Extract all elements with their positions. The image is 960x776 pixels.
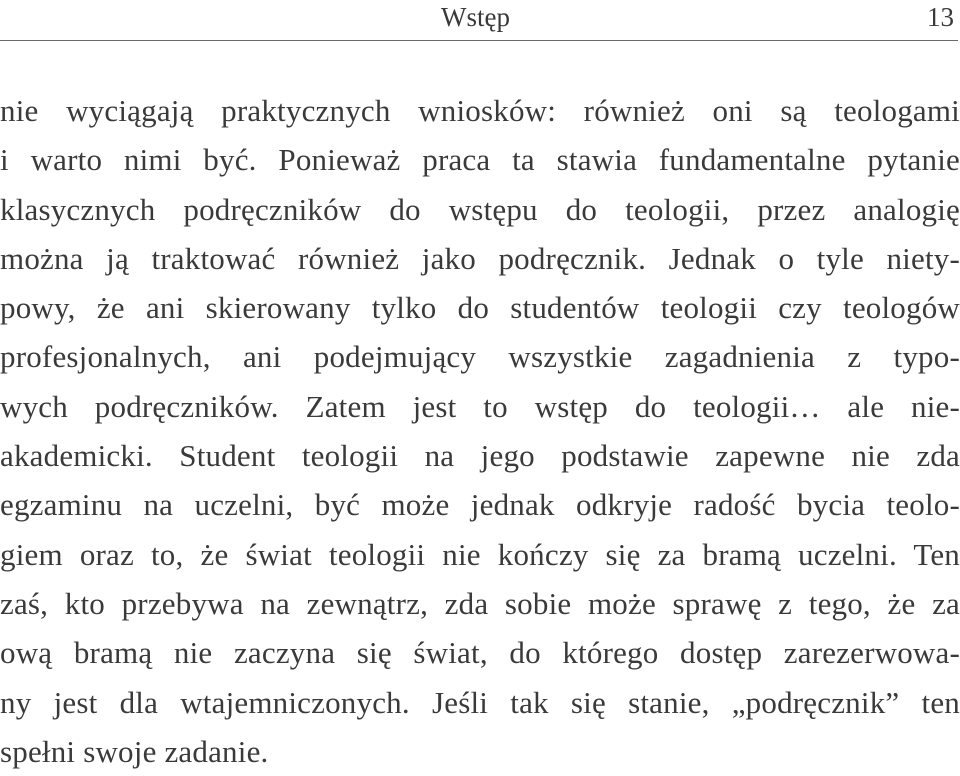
text-line: i warto nimi być. Ponieważ praca ta stawia fundamentalne pytanie [0, 142, 960, 178]
text-line: zaś, kto przebywa na zewnątrz, zda sobie może sprawę z tego, że za [0, 585, 960, 621]
text-line: ową bramą nie zaczyna się świat, do którego dostęp zarezerwowa- [0, 635, 960, 671]
running-head [0, 0, 960, 40]
body-paragraph [0, 86, 960, 776]
text-line: profesjonalnych, ani podejmujący wszystkie zagadnienia z typo- [0, 339, 960, 375]
text-line: powy, że ani skierowany tylko do studentów teologii czy teologów [0, 290, 960, 326]
text-line: ny jest dla wtajemniczonych. Jeśli tak się stanie, „podręcznik” ten [0, 684, 960, 720]
text-line: giem oraz to, że świat teologii nie kończy się za bramą uczelni. Ten [0, 536, 960, 572]
text-line: egzaminu na uczelni, być może jednak odkryje radość bycia teolo- [0, 487, 960, 523]
text-line: wych podręczników. Zatem jest to wstęp do teologii… ale nie- [0, 388, 960, 424]
text-line-last: spełni swoje zadanie. [0, 733, 269, 769]
text-line: nie wyciągają praktycznych wniosków: również oni są teologami [0, 93, 960, 128]
header-rule [0, 40, 958, 41]
chapter-title: Wstęp [441, 2, 510, 32]
text-line: akademicki. Student teologii na jego podstawie zapewne nie zda [0, 438, 960, 474]
text-line: można ją traktować również jako podręcznik. Jednak o tyle niety- [0, 240, 960, 276]
page-number: 13 [927, 2, 954, 32]
text-line: klasycznych podręczników do wstępu do teologii, przez analogię [0, 191, 960, 227]
